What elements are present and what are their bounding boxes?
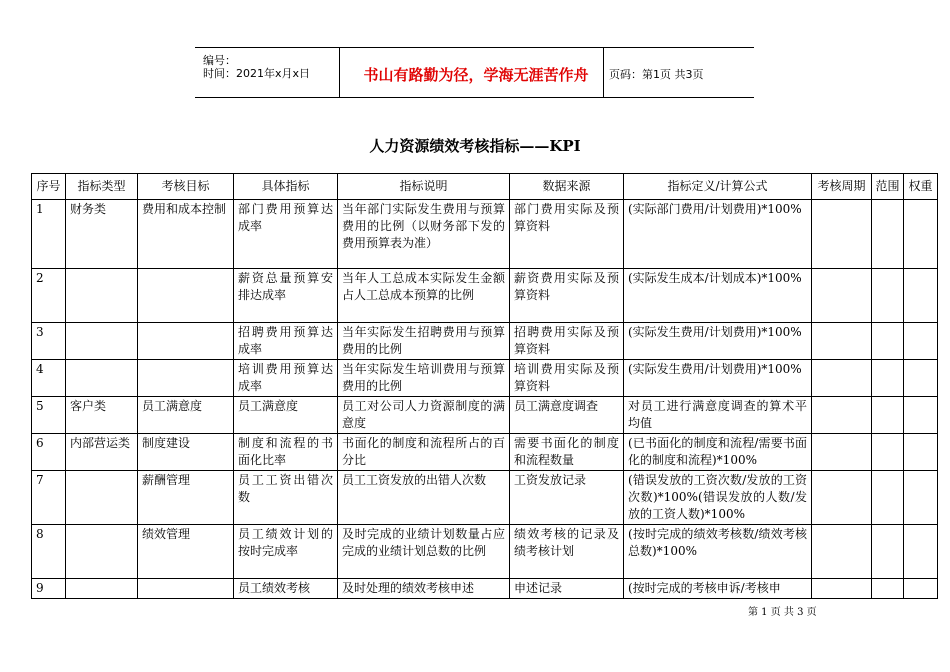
table-row <box>32 200 938 269</box>
cell-target: 制度建设 <box>138 434 234 471</box>
cell-description: 员工工资发放的出错人次数 <box>338 471 510 525</box>
cell-target: 员工满意度 <box>138 397 234 434</box>
table-row <box>32 397 938 434</box>
cell-cycle <box>812 269 872 323</box>
cell-formula: (实际发生费用/计划费用)*100% <box>624 323 812 360</box>
cell-no: 7 <box>32 471 66 525</box>
page-footer: 第 1 页 共 3 页 <box>748 607 817 618</box>
cell-scope <box>872 360 904 397</box>
cell-formula: (按时完成的绩效考核数/绩效考核总数)*100% <box>624 525 812 579</box>
cell-target <box>138 360 234 397</box>
cell-type: 内部营运类 <box>66 434 138 471</box>
cell-type: 客户类 <box>66 397 138 434</box>
document-title: 人力资源绩效考核指标——KPI <box>369 137 581 155</box>
cell-no: 8 <box>32 525 66 579</box>
cell-weight <box>904 397 938 434</box>
table-row <box>32 323 938 360</box>
column-header: 具体指标 <box>234 174 338 200</box>
cell-scope <box>872 579 904 599</box>
cell-weight <box>904 471 938 525</box>
cell-description: 当年人工总成本实际发生金额占人工总成本预算的比例 <box>338 269 510 323</box>
cell-type <box>66 471 138 525</box>
doc-number-label: 编号： <box>203 54 236 67</box>
column-header: 数据来源 <box>510 174 624 200</box>
cell-indicator: 制度和流程的书面化比率 <box>234 434 338 471</box>
cell-source: 申述记录 <box>510 579 624 599</box>
column-header: 指标定义/计算公式 <box>624 174 812 200</box>
cell-source: 薪资费用实际及预算资料 <box>510 269 624 323</box>
cell-cycle <box>812 471 872 525</box>
cell-source: 员工满意度调查 <box>510 397 624 434</box>
cell-formula: (已书面化的制度和流程/需要书面化的制度和流程)*100% <box>624 434 812 471</box>
cell-scope <box>872 397 904 434</box>
cell-scope <box>872 525 904 579</box>
column-header: 序号 <box>32 174 66 200</box>
cell-description: 及时处理的绩效考核申述 <box>338 579 510 599</box>
cell-formula: (实际部门费用/计划费用)*100% <box>624 200 812 269</box>
cell-cycle <box>812 525 872 579</box>
table-row <box>32 579 938 599</box>
cell-type <box>66 269 138 323</box>
cell-target: 绩效管理 <box>138 525 234 579</box>
cell-source: 需要书面化的制度和流程数量 <box>510 434 624 471</box>
cell-formula: (实际发生成本/计划成本)*100% <box>624 269 812 323</box>
header-divider <box>603 48 604 97</box>
cell-source: 招聘费用实际及预算资料 <box>510 323 624 360</box>
cell-target <box>138 579 234 599</box>
cell-formula: 对员工进行满意度调查的算术平均值 <box>624 397 812 434</box>
column-header: 考核周期 <box>812 174 872 200</box>
cell-indicator: 员工绩效考核 <box>234 579 338 599</box>
cell-weight <box>904 525 938 579</box>
cell-scope <box>872 434 904 471</box>
doc-time-label: 时间：2021年x月x日 <box>203 67 311 80</box>
cell-indicator: 员工绩效计划的按时完成率 <box>234 525 338 579</box>
cell-scope <box>872 200 904 269</box>
cell-cycle <box>812 200 872 269</box>
table-row <box>32 471 938 525</box>
cell-scope <box>872 269 904 323</box>
cell-formula: (实际发生费用/计划费用)*100% <box>624 360 812 397</box>
kpi-table <box>31 173 938 599</box>
header-info-cell <box>195 48 339 97</box>
cell-indicator: 员工工资出错次数 <box>234 471 338 525</box>
cell-formula: (错误发放的工资次数/发放的工资次数)*100%(错误发放的人数/发放的工资人数)*100% <box>624 471 812 525</box>
cell-description: 及时完成的业绩计划数量占应完成的业绩计划总数的比例 <box>338 525 510 579</box>
cell-cycle <box>812 434 872 471</box>
cell-weight <box>904 434 938 471</box>
cell-description: 书面化的制度和流程所占的百分比 <box>338 434 510 471</box>
cell-formula: (按时完成的考核申诉/考核申 <box>624 579 812 599</box>
cell-no: 9 <box>32 579 66 599</box>
cell-indicator: 招聘费用预算达成率 <box>234 323 338 360</box>
cell-no: 1 <box>32 200 66 269</box>
cell-type <box>66 323 138 360</box>
table-row <box>32 434 938 471</box>
cell-description: 当年部门实际发生费用与预算费用的比例（以财务部下发的费用预算表为准） <box>338 200 510 269</box>
cell-no: 4 <box>32 360 66 397</box>
column-header: 权重 <box>904 174 938 200</box>
document-header <box>195 47 754 98</box>
table-row <box>32 269 938 323</box>
cell-type <box>66 579 138 599</box>
cell-description: 当年实际发生招聘费用与预算费用的比例 <box>338 323 510 360</box>
cell-source: 工资发放记录 <box>510 471 624 525</box>
cell-target: 薪酬管理 <box>138 471 234 525</box>
column-header: 指标说明 <box>338 174 510 200</box>
cell-target <box>138 323 234 360</box>
cell-target: 费用和成本控制 <box>138 200 234 269</box>
cell-indicator: 部门费用预算达成率 <box>234 200 338 269</box>
cell-cycle <box>812 397 872 434</box>
page-code-label: 页码：第1页 共3页 <box>609 68 704 81</box>
cell-weight <box>904 360 938 397</box>
cell-description: 当年实际发生培训费用与预算费用的比例 <box>338 360 510 397</box>
cell-scope <box>872 471 904 525</box>
cell-no: 5 <box>32 397 66 434</box>
column-header: 范围 <box>872 174 904 200</box>
column-header: 考核目标 <box>138 174 234 200</box>
header-divider <box>339 48 340 97</box>
cell-cycle <box>812 579 872 599</box>
cell-source: 绩效考核的记录及绩考核计划 <box>510 525 624 579</box>
cell-indicator: 培训费用预算达成率 <box>234 360 338 397</box>
cell-source: 部门费用实际及预算资料 <box>510 200 624 269</box>
cell-description: 员工对公司人力资源制度的满意度 <box>338 397 510 434</box>
cell-weight <box>904 579 938 599</box>
cell-indicator: 员工满意度 <box>234 397 338 434</box>
cell-no: 2 <box>32 269 66 323</box>
cell-weight <box>904 323 938 360</box>
cell-weight <box>904 269 938 323</box>
cell-source: 培训费用实际及预算资料 <box>510 360 624 397</box>
table-header-row <box>32 174 938 200</box>
cell-type <box>66 525 138 579</box>
cell-cycle <box>812 323 872 360</box>
table-row <box>32 360 938 397</box>
cell-type <box>66 360 138 397</box>
header-motto: 书山有路勤为径，学海无涯苦作舟 <box>363 66 589 84</box>
cell-indicator: 薪资总量预算安排达成率 <box>234 269 338 323</box>
cell-no: 3 <box>32 323 66 360</box>
table-row <box>32 525 938 579</box>
cell-weight <box>904 200 938 269</box>
cell-no: 6 <box>32 434 66 471</box>
cell-type: 财务类 <box>66 200 138 269</box>
cell-cycle <box>812 360 872 397</box>
cell-scope <box>872 323 904 360</box>
cell-target <box>138 269 234 323</box>
column-header: 指标类型 <box>66 174 138 200</box>
